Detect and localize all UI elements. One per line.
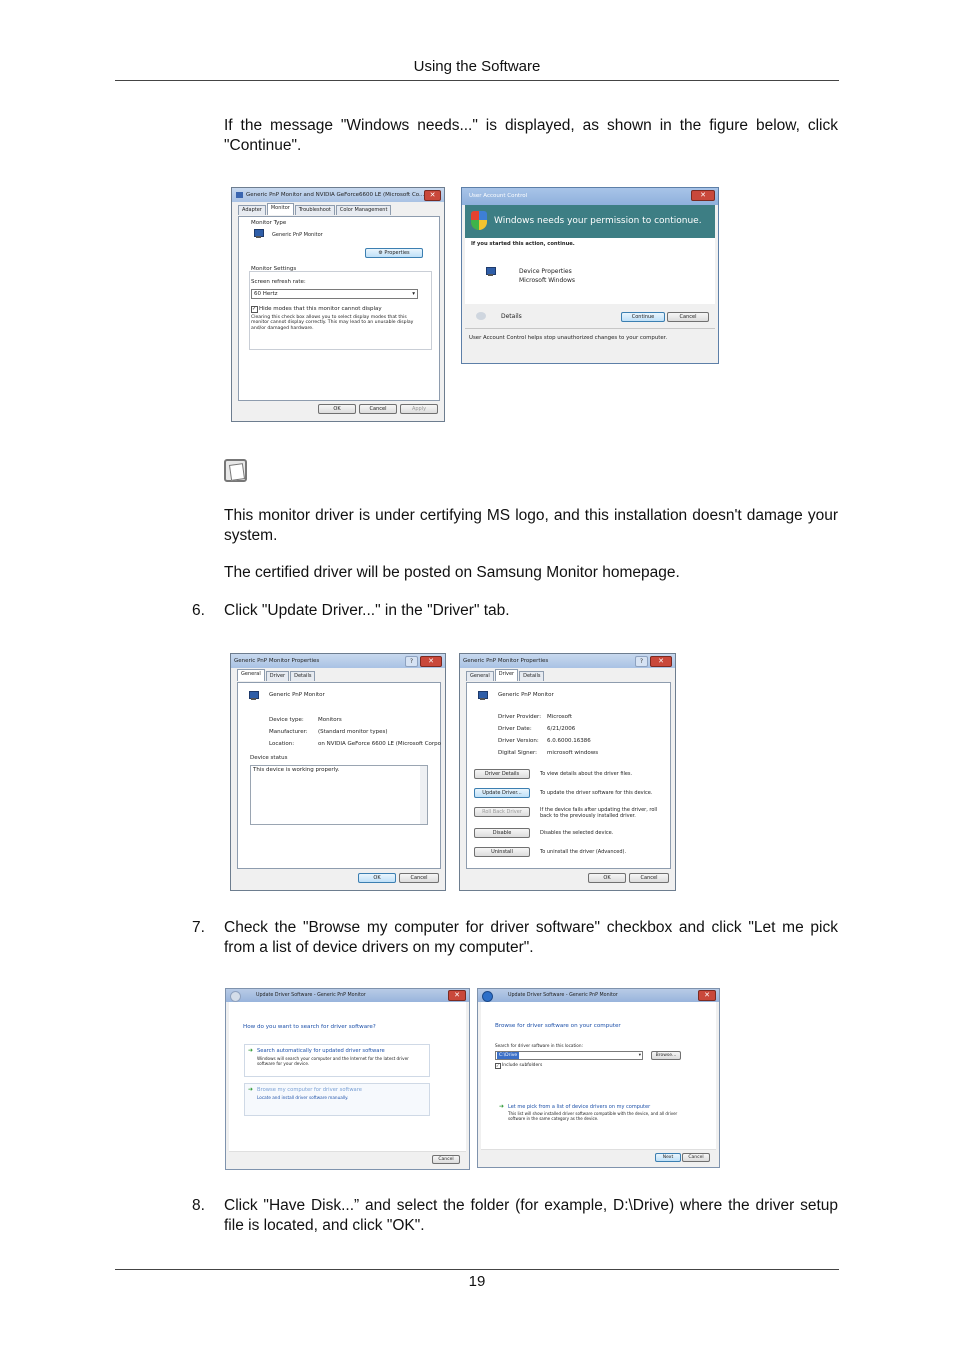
field-value: 6.0.6000.16386 <box>547 738 591 744</box>
shield-icon <box>471 211 487 230</box>
step-text: Click "Update Driver..." in the "Driver" tab. <box>224 602 510 619</box>
step-number: 6. <box>192 602 205 619</box>
tab-driver[interactable]: Driver <box>495 669 518 681</box>
close-icon[interactable]: ✕ <box>698 990 716 1001</box>
button-description: To update the driver software for this device. <box>540 790 653 796</box>
browse-button[interactable]: Browse... <box>651 1051 681 1060</box>
disable-button[interactable]: Disable <box>474 828 530 838</box>
field-value: (Standard monitor types) <box>318 729 388 735</box>
tab-monitor[interactable]: Monitor <box>267 203 294 215</box>
wizard-heading: Browse for driver software on your computer <box>495 1023 621 1029</box>
apply-button[interactable]: Apply <box>400 404 438 414</box>
hide-modes-label: Hide modes that this monitor cannot display <box>259 306 382 312</box>
uac-divider <box>465 328 715 329</box>
ok-button[interactable]: OK <box>318 404 356 414</box>
page-header: Using the Software <box>413 58 541 75</box>
chevron-down-icon[interactable] <box>476 312 486 320</box>
button-description: To view details about the driver files. <box>540 771 633 777</box>
monitor-properties-window <box>231 187 445 422</box>
chevron-down-icon: ▾ <box>412 291 415 297</box>
cancel-button[interactable]: Cancel <box>399 873 439 883</box>
help-icon[interactable]: ? <box>405 656 418 667</box>
tab-general[interactable]: General <box>237 669 265 681</box>
tab-details[interactable]: Details <box>290 671 315 681</box>
step-text: Check the "Browse my computer for driver software" checkbox and click "Let me pick from a list of device drivers on my computer". <box>224 919 838 956</box>
tab-strip <box>238 205 392 215</box>
refresh-value: 60 Hertz <box>254 291 278 297</box>
cancel-button[interactable]: Cancel <box>667 312 709 322</box>
cancel-button[interactable]: Cancel <box>682 1153 710 1162</box>
help-icon[interactable]: ? <box>635 656 648 667</box>
chevron-down-icon: ▾ <box>638 1053 641 1058</box>
window-title: Generic PnP Monitor Properties <box>463 658 549 664</box>
field-label: Manufacturer: <box>269 729 308 735</box>
tab-troubleshoot[interactable]: Troubleshoot <box>295 205 335 215</box>
field-label: Driver Provider: <box>498 714 542 720</box>
close-icon[interactable]: ✕ <box>691 190 715 201</box>
header-rule <box>115 80 839 81</box>
details-toggle[interactable]: Details <box>501 313 522 320</box>
page-number: 19 <box>468 1273 486 1290</box>
uac-heading: Windows needs your permission to contionue. <box>494 216 702 226</box>
monitor-icon <box>253 229 263 238</box>
field-value: on NVIDIA GeForce 6600 LE (Microsoft Corpo <box>318 741 442 747</box>
path-value: C:\Drive <box>499 1053 518 1058</box>
ok-button[interactable]: OK <box>358 873 396 883</box>
step-number: 8. <box>192 1197 205 1214</box>
option-description: Windows will search your computer and the Internet for the latest driver software for your device. <box>257 1056 409 1066</box>
wizard-body <box>229 1002 466 1166</box>
status-text: This device is working properly. <box>253 767 340 773</box>
note-icon <box>224 459 247 482</box>
window-title: Generic PnP Monitor Properties <box>234 658 320 664</box>
scrollbar[interactable] <box>420 766 427 824</box>
field-label: Digital Signer: <box>498 750 537 756</box>
back-arrow-icon[interactable] <box>482 991 493 1002</box>
uac-title: User Account Control <box>469 193 528 199</box>
hide-modes-checkbox[interactable]: ✓ <box>252 306 257 312</box>
uninstall-button[interactable]: Uninstall <box>474 847 530 857</box>
field-value: microsoft windows <box>547 750 599 756</box>
properties-button[interactable]: ⚙ Properties <box>365 248 423 258</box>
field-value: 6/21/2006 <box>547 726 576 732</box>
note-icon-page <box>229 463 245 481</box>
search-location-label: Search for driver software in this location: <box>495 1043 583 1048</box>
button-description: To uninstall the driver (Advanced). <box>540 849 627 855</box>
field-label: Driver Version: <box>498 738 539 744</box>
tab-color-management[interactable]: Color Management <box>336 205 392 215</box>
uac-program-name: Device Properties <box>519 268 572 275</box>
pick-from-list-link[interactable]: Let me pick from a list of device drivers on my computer <box>508 1104 651 1110</box>
note-text-2: The certified driver will be posted on Samsung Monitor homepage. <box>224 564 680 581</box>
uac-content <box>465 238 715 304</box>
monitor-name: Generic PnP Monitor <box>272 232 323 238</box>
device-icon <box>485 267 495 276</box>
include-subfolders-label: Include subfolders <box>502 1063 543 1068</box>
close-icon[interactable]: ✕ <box>420 656 442 667</box>
update-driver-button[interactable]: Update Driver... <box>474 788 530 798</box>
close-icon[interactable]: ✕ <box>424 190 441 201</box>
wizard-body <box>481 1002 716 1164</box>
button-description: If the device fails after updating the driver, roll back to the previously installed driver. <box>540 807 658 819</box>
tab-strip <box>237 671 316 681</box>
device-name: Generic PnP Monitor <box>269 692 325 698</box>
roll-back-driver-button[interactable]: Roll Back Driver <box>474 807 530 817</box>
group-label-monitor-type: Monitor Type <box>251 220 287 226</box>
note-text-1: This monitor driver is under certifying MS logo, and this installation doesn't damage your system. <box>224 507 838 544</box>
footer-rule <box>115 1269 839 1270</box>
wizard-footer <box>229 1151 466 1166</box>
close-icon[interactable]: ✕ <box>650 656 672 667</box>
uac-footer: User Account Control helps stop unauthorized changes to your computer. <box>469 335 668 341</box>
uac-window <box>461 187 719 364</box>
monitor-icon <box>248 691 258 700</box>
tab-panel <box>238 216 440 401</box>
ok-button[interactable]: OK <box>588 873 626 883</box>
tab-panel <box>237 682 441 869</box>
cancel-button[interactable]: Cancel <box>432 1155 460 1164</box>
uac-publisher: Microsoft Windows <box>519 277 575 284</box>
step-number: 7. <box>192 919 205 936</box>
pick-from-list-description: This list will show installed driver software compatible with the device, and all driver software in the same category as the device. <box>508 1111 678 1121</box>
tab-adapter[interactable]: Adapter <box>238 205 266 215</box>
device-name: Generic PnP Monitor <box>498 692 554 698</box>
arrow-right-icon: ➜ <box>499 1103 505 1110</box>
cancel-button[interactable]: Cancel <box>359 404 397 414</box>
wizard-footer <box>481 1149 716 1164</box>
uac-banner <box>465 205 715 238</box>
field-value: Microsoft <box>547 714 573 720</box>
path-input[interactable] <box>495 1051 643 1060</box>
tab-strip <box>466 671 545 681</box>
tab-general[interactable]: General <box>466 671 494 681</box>
field-label: Device type: <box>269 717 304 723</box>
window-title: Generic PnP Monitor and NVIDIA GeForce6600 LE (Microsoft Co... <box>246 192 425 198</box>
tab-driver[interactable]: Driver <box>266 671 289 681</box>
browse-computer-option[interactable] <box>244 1083 430 1116</box>
cancel-button[interactable]: Cancel <box>629 873 669 883</box>
option-title: Browse my computer for driver software <box>257 1087 362 1093</box>
include-subfolders-checkbox[interactable]: ✓ <box>496 1063 500 1068</box>
tab-details[interactable]: Details <box>519 671 544 681</box>
option-description: Locate and install driver software manually. <box>257 1095 349 1100</box>
button-description: Disables the selected device. <box>540 830 614 836</box>
driver-details-button[interactable]: Driver Details <box>474 769 530 779</box>
tab-panel <box>466 682 671 869</box>
continue-button[interactable]: Continue <box>621 312 665 322</box>
refresh-select[interactable] <box>251 289 418 299</box>
update-driver-wizard-search <box>225 988 470 1170</box>
search-automatically-option[interactable] <box>244 1044 430 1077</box>
monitor-icon <box>477 691 487 700</box>
uac-subtitle: If you started this action, continue. <box>471 241 575 247</box>
field-value: Monitors <box>318 717 342 723</box>
arrow-right-icon: ➜ <box>248 1047 254 1054</box>
status-label: Device status <box>250 755 288 761</box>
refresh-label: Screen refresh rate: <box>251 279 306 285</box>
next-button[interactable]: Next <box>655 1153 681 1162</box>
display-icon <box>236 192 243 198</box>
wizard-title: Update Driver Software - Generic PnP Monitor <box>256 993 366 998</box>
back-arrow-icon[interactable] <box>230 991 241 1002</box>
wizard-question: How do you want to search for driver software? <box>243 1024 376 1030</box>
hide-modes-description: Clearing this check box allows you to select display modes that this monitor cannot display correctly. This may lead to an unusable display and/or damaged hardware. <box>251 315 414 331</box>
option-title: Search automatically for updated driver software <box>257 1048 385 1054</box>
driver-properties-window <box>459 653 676 891</box>
window-titlebar <box>232 188 444 202</box>
general-properties-window <box>230 653 446 891</box>
status-textbox[interactable] <box>250 765 428 825</box>
properties-label: Properties <box>384 250 410 256</box>
field-label: Location: <box>269 741 295 747</box>
update-driver-wizard-browse <box>477 988 720 1168</box>
field-label: Driver Date: <box>498 726 532 732</box>
arrow-right-icon: ➜ <box>248 1086 254 1093</box>
intro-text: If the message "Windows needs..." is displayed, as shown in the figure below, click "Continue". <box>224 117 838 154</box>
wizard-title: Update Driver Software - Generic PnP Monitor <box>508 993 618 998</box>
close-icon[interactable]: ✕ <box>448 990 466 1001</box>
step-text: Click "Have Disk...” and select the folder (for example, D:\Drive) where the driver setup file is located, and click "OK". <box>224 1197 838 1234</box>
group-label-settings: Monitor Settings <box>251 266 297 272</box>
